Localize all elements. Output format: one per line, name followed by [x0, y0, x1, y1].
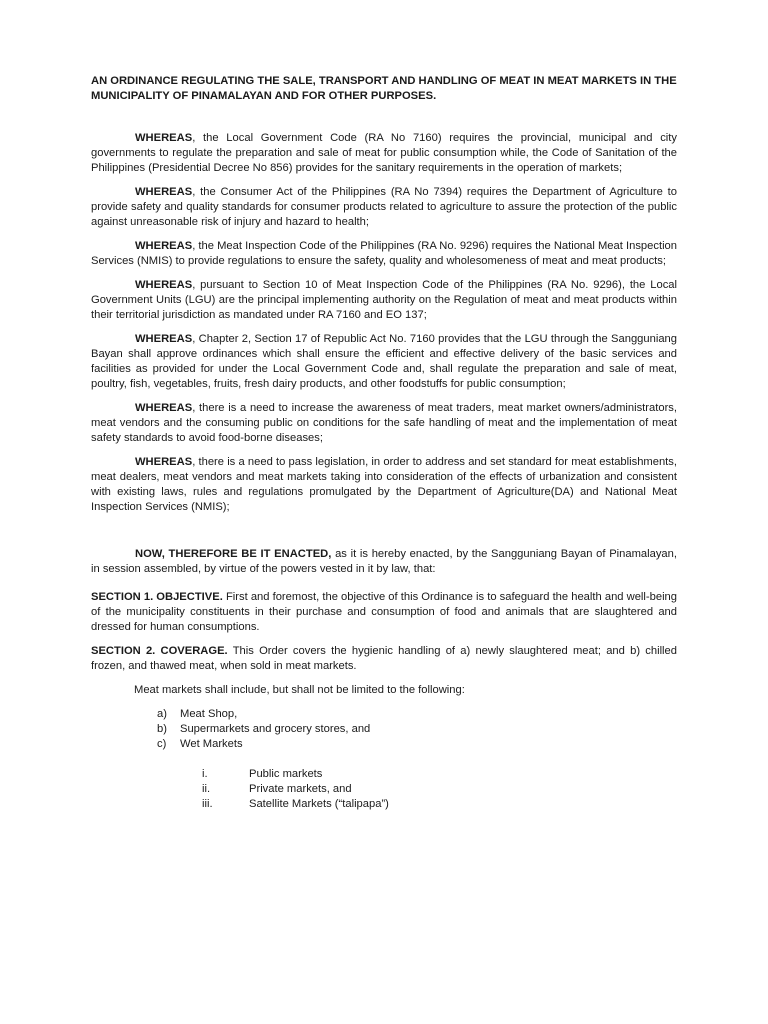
- list-marker: iii.: [202, 798, 213, 810]
- enacting-clause: [91, 547, 677, 577]
- enacting-text: as it is hereby enacted, by the Sangguniang Bayan of Pinamalayan, in session assembled, by virtue of the powers vested in it by law, that:: [91, 548, 677, 575]
- list-item: [157, 707, 677, 722]
- list-item: [202, 797, 677, 812]
- list-item: [202, 782, 677, 797]
- document-body: [91, 74, 677, 812]
- list-marker: b): [157, 723, 167, 735]
- list-item: [157, 722, 677, 737]
- whereas-clause-3: [91, 239, 677, 269]
- whereas-text: , the Consumer Act of the Philippines (RA No 7394) requires the Department of Agriculture to provide safety and quality standards for consumer products related to agriculture to assure the protection of the public against unreasonable risk of injury and hazard to health;: [91, 186, 677, 228]
- whereas-text: , there is a need to increase the awareness of meat traders, meat market owners/administrators, meat vendors and the consuming public on conditions for the safe handling of meat and the implementation of meat safety standards to avoid food-borne diseases;: [91, 402, 677, 444]
- whereas-label: WHEREAS: [135, 333, 193, 345]
- whereas-label: WHEREAS: [135, 132, 193, 144]
- whereas-clause-4: [91, 278, 677, 323]
- whereas-clause-5: [91, 332, 677, 392]
- ordinance-title: AN ORDINANCE REGULATING THE SALE, TRANSPORT AND HANDLING OF MEAT IN MEAT MARKETS IN THE MUNICIPALITY OF PINAMALAYAN AND FOR OTHER PURPOSES.: [91, 75, 677, 102]
- list-marker: i.: [202, 768, 208, 780]
- meat-markets-intro: Meat markets shall include, but shall not be limited to the following:: [134, 684, 465, 696]
- list-item-text: Supermarkets and grocery stores, and: [180, 723, 371, 735]
- section-2-coverage: [91, 644, 677, 674]
- section-2-heading: SECTION 2. COVERAGE.: [91, 645, 228, 657]
- whereas-clause-2: [91, 185, 677, 230]
- list-item-text: Meat Shop,: [180, 708, 238, 720]
- whereas-label: WHEREAS: [135, 456, 193, 468]
- list-item-text: Wet Markets: [180, 738, 243, 750]
- list-marker: c): [157, 738, 167, 750]
- whereas-clause-6: [91, 401, 677, 446]
- list-item-text: Private markets, and: [249, 783, 352, 795]
- section-1-text: First and foremost, the objective of this Ordinance is to safeguard the health and well-being of the municipality constituents in their purchase and consumption of food and animals that are slaughtered and dressed for human consumptions.: [91, 591, 678, 633]
- whereas-text: , the Local Government Code (RA No 7160) requires the provincial, municipal and city governments to regulate the preparation and sale of meat for public consumption while, the Code of Sanitation of the Philippines (Presidential Decree No 856) provides for the sanitary requirements in the operation of markets;: [91, 132, 677, 174]
- spacer: [91, 524, 677, 547]
- whereas-clause-1: [91, 131, 677, 176]
- whereas-label: WHEREAS: [135, 186, 193, 198]
- list-item: [157, 737, 677, 752]
- section-1-heading: SECTION 1. OBJECTIVE.: [91, 591, 223, 603]
- whereas-text: , pursuant to Section 10 of Meat Inspection Code of the Philippines (RA No. 9296), the Local Government Units (LGU) are the principal implementing authority on the Regulation of meat and meat products within their territorial jurisdiction as mandated under RA 7160 and EO 137;: [91, 279, 677, 321]
- whereas-text: , there is a need to pass legislation, in order to address and set standard for meat establishments, meat dealers, meat vendors and meat markets taking into consideration of the effects of urbanization and consistent with existing laws, rules and regulations promulgated by the Department of Agriculture(DA) and National Meat Inspection Services (NMIS);: [91, 456, 677, 513]
- whereas-text: , the Meat Inspection Code of the Philippines (RA No. 9296) requires the National Meat Inspection Services (NMIS) to provide regulations to ensure the safety, quality and wholesomeness of meat and meat products;: [91, 240, 677, 267]
- list-item-text: Public markets: [249, 768, 323, 780]
- section-1-objective: [91, 590, 677, 635]
- list-marker: ii.: [202, 783, 211, 795]
- section-2-text: This Order covers the hygienic handling of a) newly slaughtered meat; and b) chilled frozen, and thawed meat, when sold in meat markets.: [91, 645, 677, 672]
- list-marker: a): [157, 708, 167, 720]
- whereas-label: WHEREAS: [135, 279, 193, 291]
- list-item-text: Satellite Markets (“talipapa”): [249, 798, 389, 810]
- enacting-label: NOW, THEREFORE BE IT ENACTED,: [135, 548, 332, 560]
- meat-market-list: [91, 707, 677, 752]
- whereas-clause-7: [91, 455, 677, 515]
- whereas-label: WHEREAS: [135, 402, 193, 414]
- list-item: [202, 767, 677, 782]
- whereas-label: WHEREAS: [135, 240, 193, 252]
- wet-market-sublist: [91, 767, 677, 812]
- whereas-text: , Chapter 2, Section 17 of Republic Act No. 7160 provides that the LGU through the Sangguniang Bayan shall approve ordinances which shall ensure the efficient and effective delivery of the basic services and facilities as provided for under the Local Government Code and, shall regulate the preparation and sale of meat, poultry, fish, vegetables, fruits, fresh dairy products, and other foodstuffs for public consumption;: [91, 333, 677, 390]
